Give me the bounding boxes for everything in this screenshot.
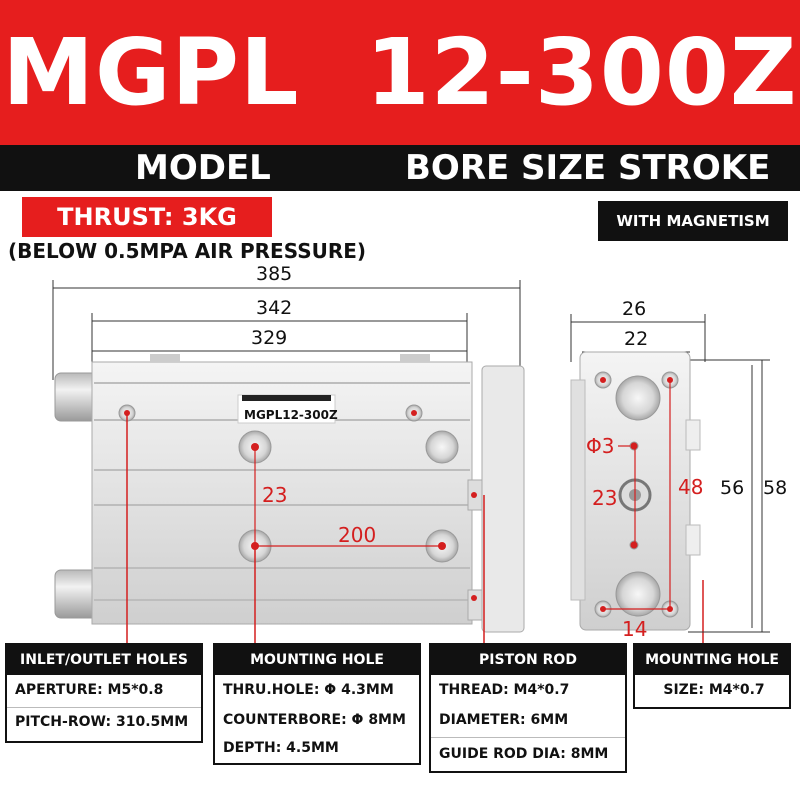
piston-rod-marker: [471, 492, 477, 498]
dim-inner-length: 329: [251, 327, 288, 349]
dim-overall-length: 385: [256, 263, 293, 285]
dim-center-spacing: 23: [592, 486, 618, 510]
dim-bottom-spacing: 14: [622, 617, 648, 641]
dim-hole-diameter: Φ3: [586, 434, 615, 458]
model-series: MGPL: [2, 19, 300, 126]
spec-piston-thread: THREAD: M4*0.7: [439, 682, 570, 698]
spec-mounting-title: MOUNTING HOLE: [215, 645, 419, 675]
guide-rod-top: [616, 376, 660, 420]
dim-hole-height: 48: [678, 475, 704, 499]
spec-mounting-hole: [213, 643, 421, 765]
label-model: MODEL: [135, 148, 271, 188]
thrust-label: THRUST: 3KG: [57, 203, 237, 231]
small-hole-upper: [630, 442, 638, 450]
front-plate: [482, 366, 524, 632]
spec-inlet-aperture: APERTURE: M5*0.8: [15, 682, 164, 698]
top-port-left: [150, 354, 180, 362]
dim-hole-spacing-horizontal: 200: [338, 523, 377, 547]
end-view-tab-upper: [686, 420, 700, 450]
nameplate-text: MGPL12-300Z: [244, 408, 338, 422]
spec-piston-title: PISTON ROD: [431, 645, 625, 675]
dim-body-length: 342: [256, 297, 293, 319]
model-size: 12-300Z: [365, 19, 798, 126]
spec-mounting-thru: THRU.HOLE: Φ 4.3MM: [223, 682, 394, 698]
top-port-right: [400, 354, 430, 362]
pressure-note: (BELOW 0.5MPA AIR PRESSURE): [8, 239, 367, 263]
end-view-tab-lower: [686, 525, 700, 555]
dim-overall-height: 58: [763, 477, 788, 499]
spec-mounting-depth: DEPTH: 4.5MM: [223, 740, 339, 756]
spec-mounting-end: [633, 643, 791, 709]
guide-rod-marker: [471, 595, 477, 601]
spec-mounting-end-title: MOUNTING HOLE: [635, 645, 789, 675]
spec-mounting-counterbore: COUNTERBORE: Φ 8MM: [223, 712, 406, 728]
dim-end-width-outer: 26: [622, 298, 647, 320]
magnetism-label: WITH MAGNETISM: [616, 212, 770, 230]
label-bore-size: BORE SIZE: [405, 148, 607, 188]
dim-end-width-inner: 22: [624, 328, 649, 350]
spec-inlet-title: INLET/OUTLET HOLES: [7, 645, 201, 675]
end-view-side: [571, 380, 585, 600]
spec-piston-guide: GUIDE ROD DIA: 8MM: [439, 746, 609, 762]
nameplate-stripe: [242, 395, 331, 401]
spec-piston-sep: [431, 737, 625, 738]
label-stroke: STROKE: [618, 148, 771, 188]
spec-inlet-pitch: PITCH-ROW: 310.5MM: [15, 714, 189, 730]
dim-hole-spacing-vertical: 23: [262, 483, 288, 507]
small-hole-lower: [630, 541, 638, 549]
spec-mounting-end-size: SIZE: M4*0.7: [663, 682, 765, 698]
dim-body-height: 56: [720, 477, 745, 499]
spec-piston-rod: [429, 643, 627, 773]
spec-inlet-outlet: [5, 643, 203, 743]
spec-piston-diameter: DIAMETER: 6MM: [439, 712, 569, 728]
